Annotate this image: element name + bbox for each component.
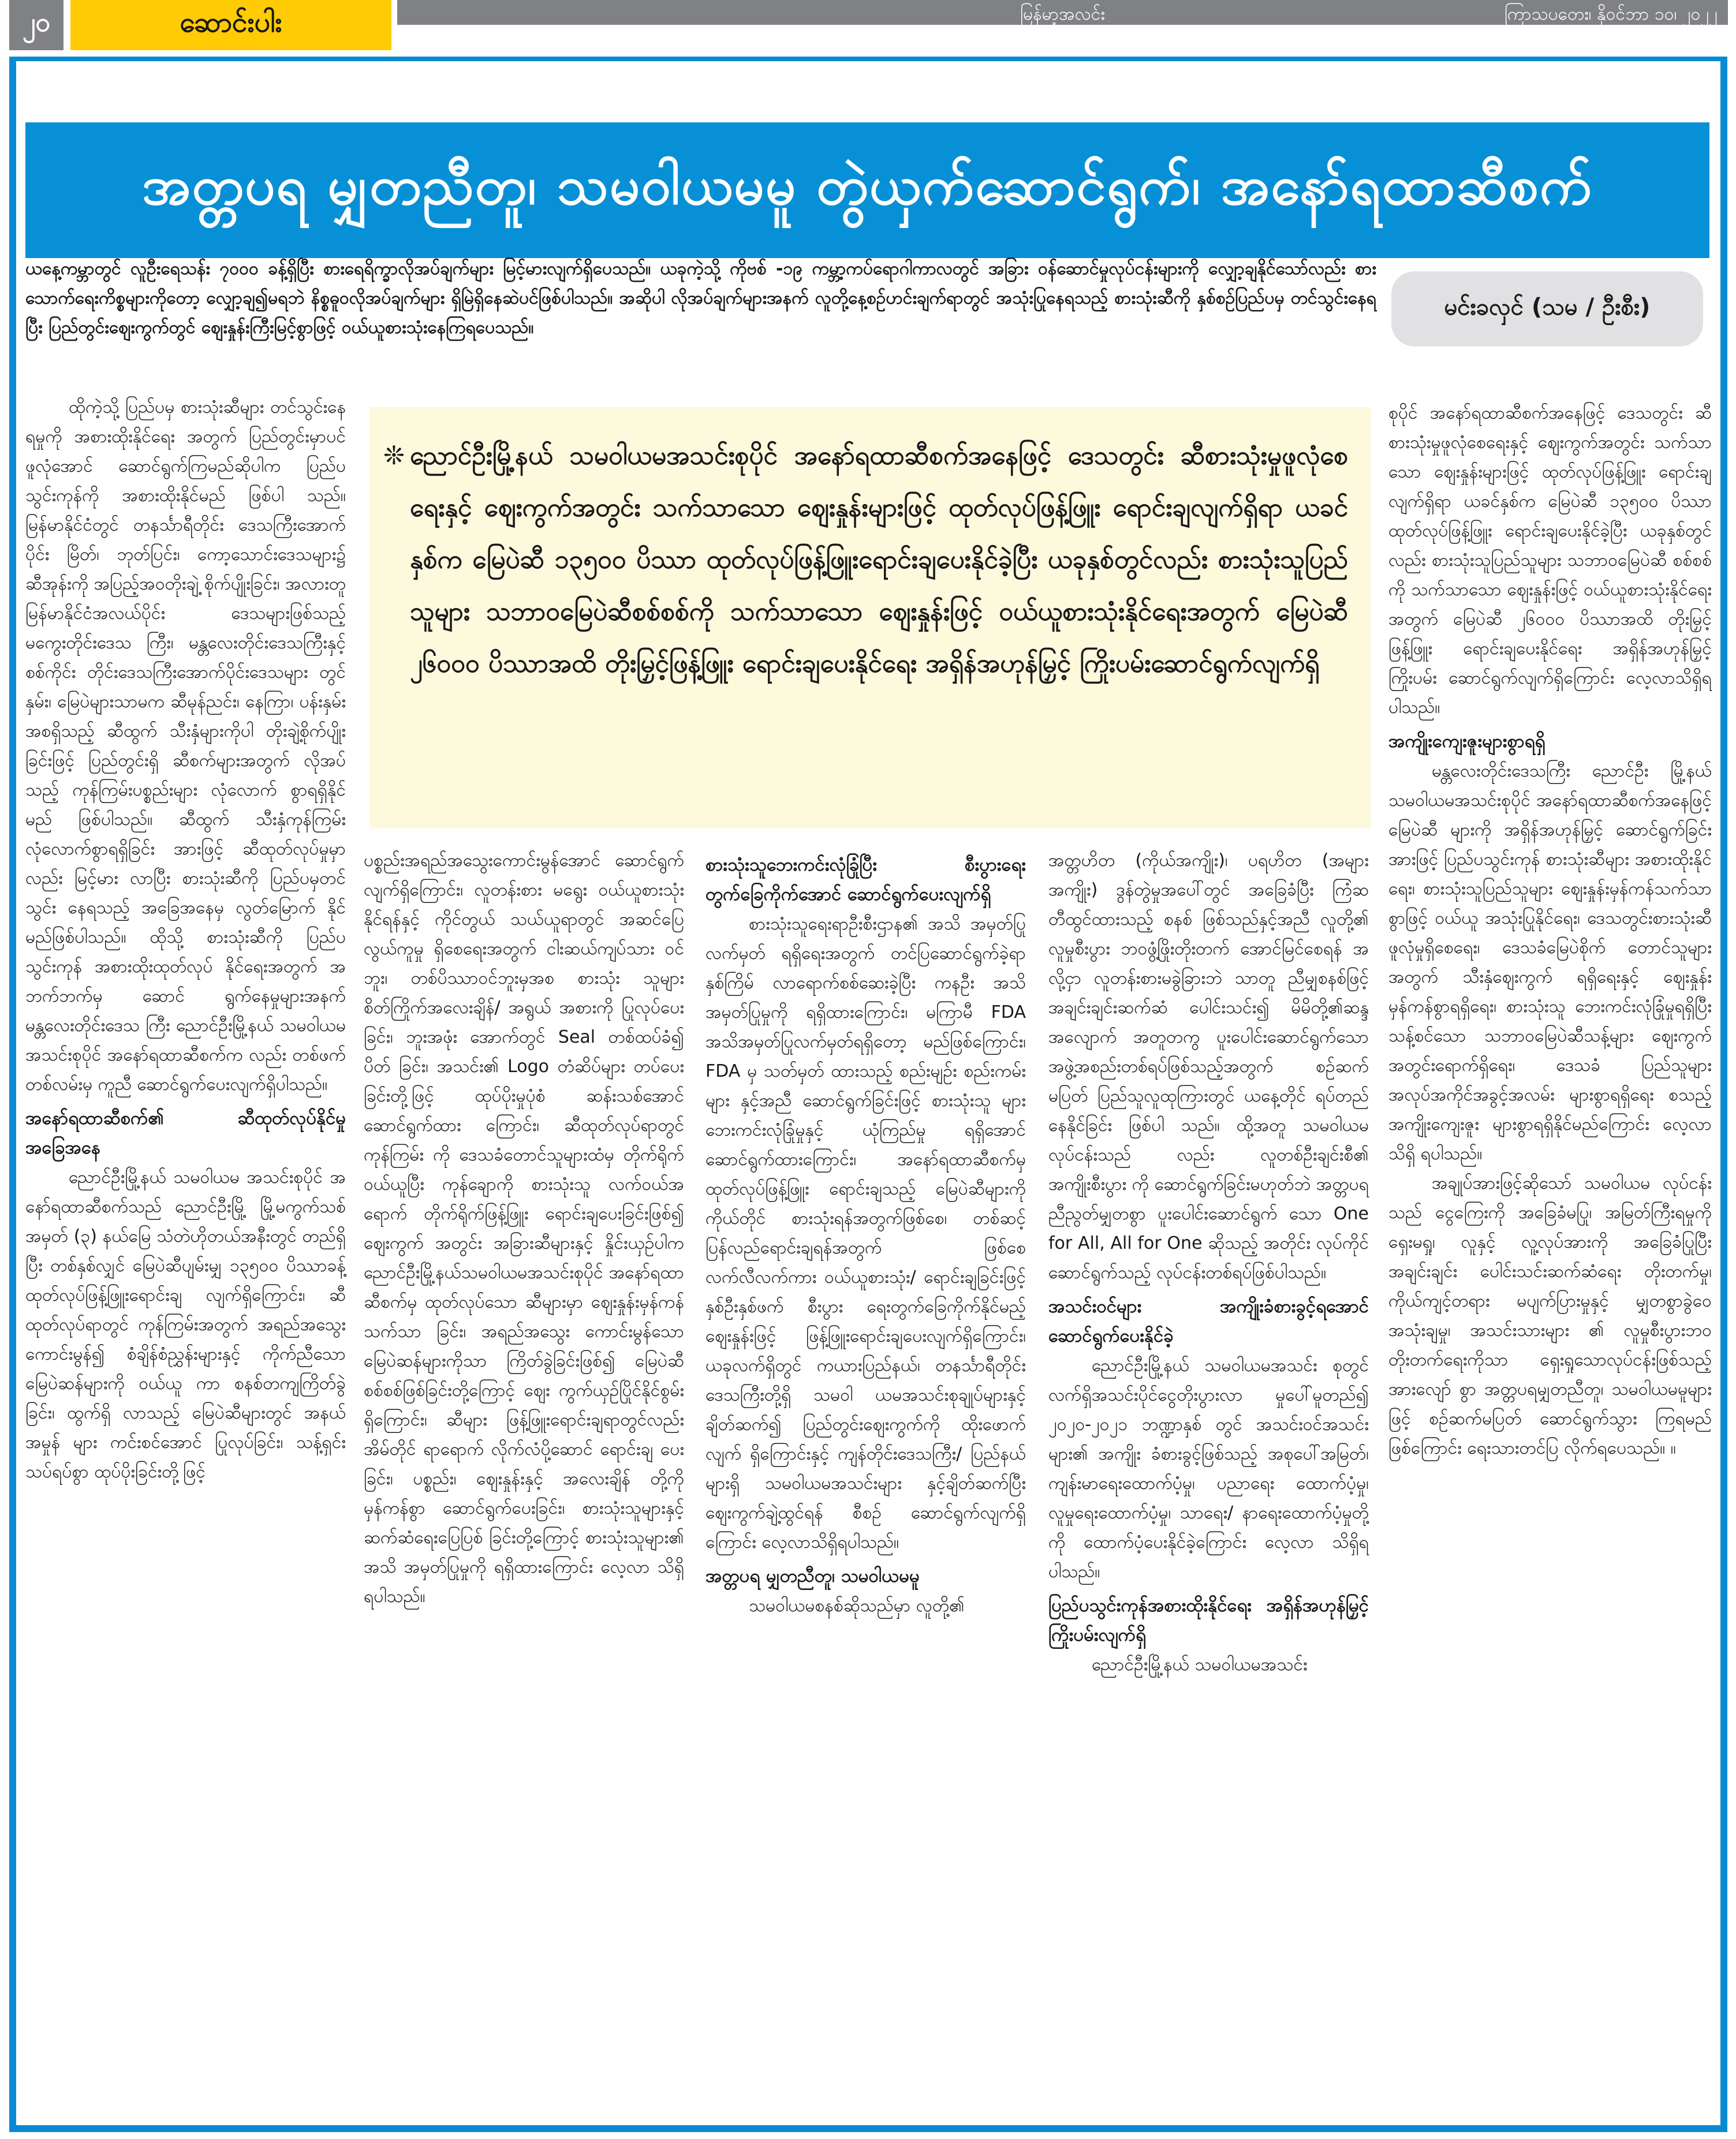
paragraph: စုပိုင် အနော်ရထာဆီစက်အနေဖြင့် ဒေသတွင်း ဆီစားသုံးမှုဖူလုံစေရေးနှင့် ဈေးကွက်အတွင်း သက်သာသော ဈေးနှုန်းများဖြင့် ထုတ်လုပ်ဖြန့်ဖြူး ရောင်းချလျက်ရှိရာ ယခင်နှစ်က မြေပဲဆီ ၁၃၅၀၀ ပိဿာ ထုတ်လုပ်ဖြန့်ဖြူး ရောင်းချပေးနိုင်ခဲ့ပြီး ယခုနှစ်တွင်လည်း စားသုံးသူပြည်သူများ သဘာဝမြေပဲဆီ စစ်စစ်ကို သက်သာသော ဈေးနှုန်းဖြင့် ဝယ်ယူစားသုံးနိုင်ရေးအတွက် မြေပဲဆီ ၂၆၀၀၀ ပိဿာအထိ တိုးမြှင့် ဖြန့်ဖြူး ရောင်းချပေးနိုင်ရေး အရှိန်အဟုန်မြှင့် ကြိုးပမ်း ဆောင်ရွက်လျက်ရှိကြောင်း လေ့လာသိရှိရပါသည်။ <box>1388 403 1712 718</box>
paragraph: အချုပ်အားဖြင့်ဆိုသော် သမဝါယမ လုပ်ငန်းသည် ငွေကြေးကို အခြေခံမပြု၊ အမြတ်ကြီးရမှုကို ရှေးမရှု၊ လူနှင့် လူ့လုပ်အားကို အခြေခံပြုပြီး အချင်းချင်း ပေါင်းသင်းဆက်ဆံရေး တိုးတက်မှု၊ ကိုယ်ကျင့်တရား မပျက်ပြားမှုနှင့် မျှတစွာခွဲဝေအသုံးချမှု၊ အသင်းသားများ ၏ လူမှုစီးပွားဘဝတိုးတက်ရေးကိုသာ ရှေးရှုသောလုပ်ငန်းဖြစ်သည့် အားလျော် စွာ အတ္တပရမျှတညီတူ၊ သမဝါယမမူများ ဖြင့် စဉ်ဆက်မပြတ် ဆောင်ရွက်သွား ကြရမည်ဖြစ်ကြောင်း ရေးသားတင်ပြ လိုက်ရပေသည်။ ။ <box>1388 1173 1712 1458</box>
page-number: ၂၀ <box>9 0 64 50</box>
article-title: အတ္တပရ မျှတညီတူ၊ သမဝါယမမူ တွဲယှက်ဆောင်ရွက်၊ အနော်ရထာဆီစက် <box>25 122 1709 258</box>
subheading: ပြည်ပသွင်းကုန်အစားထိုးနိုင်ရေး အရှိန်အဟုန်မြှင့် ကြိုးပမ်းလျက်ရှိ <box>1048 1595 1369 1645</box>
column-5 <box>1388 398 1712 1463</box>
section-label: ဆောင်းပါး <box>70 0 391 50</box>
subheading: အတ္တပရ မျှတညီတူ၊ သမဝါယမမူ <box>705 1566 920 1586</box>
column-2 <box>364 846 684 1611</box>
asterism-icon: ❊ <box>383 441 405 471</box>
paragraph: မန္တလေးတိုင်းဒေသကြီး ညောင်ဦး မြို့နယ် သမဝါယမအသင်းစုပိုင် အနော်ရထာဆီစက်အနေဖြင့် မြေပဲဆီ များကို အရှိန်အဟုန်မြှင့် ဆောင်ရွက်ခြင်း အားဖြင့် ပြည်ပသွင်းကုန် စားသုံးဆီများ အစားထိုးနိုင်ရေး၊ စားသုံးသူပြည်သူများ ဈေးနှုန်းမှန်ကန်သက်သာစွာဖြင့် ဝယ်ယူ အသုံးပြုနိုင်ရေး၊ ဒေသတွင်းစားသုံးဆီ ဖူလုံမှုရှိစေရေး၊ ဒေသခံမြေပဲစိုက် တောင်သူများအတွက် သီးနှံဈေးကွက် ရရှိရေးနှင့် ဈေးနှုန်းမှန်ကန်စွာရရှိရေး၊ စားသုံးသူ ဘေးကင်းလုံခြုံမှုရရှိပြီး သန့်စင်သော သဘာဝမြေပဲဆီသန့်များ ဈေးကွက်အတွင်းရောက်ရှိရေး၊ ဒေသခံ ပြည်သူများ အလုပ်အကိုင်အခွင့်အလမ်း များစွာရရှိရေး စသည့်အကျိုးကျေးဇူး များစွာရရှိနိုင်မည်ကြောင်း လေ့လာသိရှိ ရပါသည်။ <box>1388 761 1712 1164</box>
paragraph: ပစ္စည်းအရည်အသွေးကောင်းမွန်အောင် ဆောင်ရွက်လျက်ရှိကြောင်း၊ လူတန်းစား မရွေး ဝယ်ယူစားသုံးနိုင်ရန်နှင့် ကိုင်တွယ် သယ်ယူရာတွင် အဆင်ပြေလွယ်ကူမှု ရှိစေရေးအတွက် ငါးဆယ်ကျပ်သား ဝင်ဘူး၊ တစ်ပိဿာဝင်ဘူးမှအစ စားသုံး သူများစိတ်ကြိုက်အလေးချိန်/ အရွယ် အစားကို ပြုလုပ်ပေးခြင်း၊ ဘူးအဖုံး အောက်တွင် Seal တစ်ထပ်ခံ၍ ပိတ် ခြင်း၊ အသင်း၏ Logo တံဆိပ်များ တပ်ပေးခြင်းတို့ဖြင့် ထုပ်ပိုးမှုပုံစံ ဆန်းသစ်အောင် ဆောင်ရွက်ထား ကြောင်း၊ ဆီထုတ်လုပ်ရာတွင် ကုန်ကြမ်း ကို ဒေသခံတောင်သူများထံမှ တိုက်ရိုက် ဝယ်ယူပြီး ကုန်ချောကို စားသုံးသူ လက်ဝယ်အရောက် တိုက်ရိုက်ဖြန့်ဖြူး ရောင်းချပေးခြင်းဖြစ်၍ ဈေးကွက် အတွင်း အခြားဆီများနှင့် နှိုင်းယှဉ်ပါက ညောင်ဦးမြို့နယ်သမဝါယမအသင်းစုပိုင် အနော်ရထာဆီစက်မှ ထုတ်လုပ်သော ဆီများမှာ ဈေးနှုန်းမှန်ကန် သက်သာ ခြင်း၊ အရည်အသွေး ကောင်းမွန်သော မြေပဲဆန်များကိုသာ ကြိတ်ခွဲခြင်းဖြစ်၍ မြေပဲဆီစစ်စစ်ဖြစ်ခြင်းတို့ကြောင့် ဈေး ကွက်ယှဉ်ပြိုင်နိုင်စွမ်းရှိကြောင်း၊ ဆီများ ဖြန့်ဖြူးရောင်းချရာတွင်လည်း အိမ်တိုင် ရာရောက် လိုက်လံပို့ဆောင် ရောင်းချ ပေးခြင်း၊ ပစ္စည်း၊ ဈေးနှုန်းနှင့် အလေးချိန် တို့ကို မှန်ကန်စွာ ဆောင်ရွက်ပေးခြင်း၊ စားသုံးသူများနှင့် ဆက်ဆံရေးပြေပြစ် ခြင်းတို့ကြောင့် စားသုံးသူများ၏ အသိ အမှတ်ပြုမှုကို ရရှိထားကြောင်း လေ့လာ သိရှိရပါသည်။ <box>364 850 684 1607</box>
column-3 <box>705 846 1026 1621</box>
intro-text: ယနေ့ကမ္ဘာတွင် လူဦးရေသန်း ၇၀၀၀ ခန့်ရှိပြီး စားရေရိက္ခာလိုအပ်ချက်များ မြင့်မားလျက်ရှိပေသည်။ ယခုကဲ့သို့ ကိုဗစ် -၁၉ ကမ္ဘာ့ကပ်ရောဂါကာလတွင် အခြား ဝန်ဆောင်မှုလုပ်ငန်းများကို လျှော့ချနိုင်သော်လည်း စားသောက်ရေးကိစ္စများကိုတော့ လျှော့ချ၍မရဘဲ နိစ္စဓူဝလိုအပ်ချက်များ ရှိမြဲရှိနေဆဲပင်ဖြစ်ပါသည်။ အဆိုပါ လိုအပ်ချက်များအနက် လူတို့နေ့စဉ်ဟင်းချက်ရာတွင် အသုံးပြုနေရသည့် စားသုံးဆီကို နှစ်စဉ်ပြည်ပမှ တင်သွင်းနေရပြီး ပြည်တွင်းဈေးကွက်တွင် ဈေးနှုန်းကြီးမြင့်စွာဖြင့် ဝယ်ယူစားသုံးနေကြရပေသည်။ <box>25 259 1376 338</box>
paragraph: အတ္တဟိတ (ကိုယ်အကျိုး)၊ ပရဟိတ (အများအကျိုး) ဒွန်တွဲမှုအပေါ်တွင် အခြေခံပြီး ကြံဆတီထွင်ထားသည့် စနစ် ဖြစ်သည်နှင့်အညီ လူတို့၏ လူမှုစီးပွား ဘဝဖွံ့ဖြိုးတိုးတက် အောင်မြင်စေရန် အလို့ငှာ လူတန်းစားမခွဲခြားဘဲ သာတူ ညီမျှစနစ်ဖြင့် အချင်းချင်းဆက်ဆံ ပေါင်းသင်း၍ မိမိတို့၏ဆန္ဒအလျောက် အတူတကွ ပူးပေါင်းဆောင်ရွက်သော အဖွဲ့အစည်းတစ်ရပ်ဖြစ်သည့်အတွက် စဉ်ဆက်မပြတ် ပြည်သူလူထုကြားတွင် ယနေ့တိုင် ရပ်တည်နေနိုင်ခြင်း ဖြစ်ပါ သည်။ ထို့အတူ သမဝါယမလုပ်ငန်းသည် လည်း လူတစ်ဦးချင်းစီ၏ အကျိုးစီးပွား ကို ဆောင်ရွက်ခြင်းမဟုတ်ဘဲ အတ္တပရ ညီညွတ်မျှတစွာ ပူးပေါင်းဆောင်ရွက် သော One for All, All for One ဆိုသည့် အတိုင်း လုပ်ကိုင်ဆောင်ရွက်သည့် လုပ်ငန်းတစ်ရပ်ဖြစ်ပါသည်။ <box>1048 850 1369 1283</box>
paragraph: ညောင်ဦးမြို့နယ် သမဝါယမအသင်း စုတွင် လက်ရှိအသင်းပိုင်ငွေတိုးပွားလာ မှုပေါ်မူတည်၍ ၂၀၂၀-၂၀၂၁ ဘဏ္ဍာနှစ် တွင် အသင်းဝင်အသင်းများ၏ အကျိုး ခံစားခွင့်ဖြစ်သည့် အစုပေါ်အမြတ်၊ ကျန်းမာရေးထောက်ပံ့မှု၊ ပညာရေး ထောက်ပံ့မှု၊ လူမှုရေးထောက်ပံ့မှု၊ သာရေး/ နာရေးထောက်ပံ့မှုတို့ကို ထောက်ပံ့ပေးနိုင်ခဲ့ကြောင်း လေ့လာ သိရှိရပါသည်။ <box>1048 1356 1369 1582</box>
subheading: စားသုံးသူဘေးကင်းလုံခြုံပြီး စီးပွားရေးတွက်ခြေကိုက်အောင် ဆောင်ရွက်ပေးလျက်ရှိ <box>705 854 1026 905</box>
column-1 <box>25 393 346 2113</box>
masthead-bar <box>397 0 1728 25</box>
byline-badge: မင်းခလှင် (သမ / ဦးစီး) <box>1391 271 1703 346</box>
paragraph: ညောင်ဦးမြို့နယ် သမဝါယမ အသင်းစုပိုင် အနော်ရထာဆီစက်သည် ညောင်ဦးမြို့ မြို့မကွက်သစ် အမှတ် (၃) နယ်မြေ သံတဲဟိုတယ်အနီးတွင် တည်ရှိ ပြီး တစ်နှစ်လျှင် မြေပဲဆီပျမ်းမျှ ၁၃၅၀၀ ပိဿာခန့် ထုတ်လုပ်ဖြန့်ဖြူးရောင်းချ လျက်ရှိကြောင်း၊ ဆီထုတ်လုပ်ရာတွင် ကုန်ကြမ်းအတွက် အရည်အသွေး ကောင်းမွန်၍ စံချိန်စံညွှန်းများနှင့် ကိုက်ညီသော မြေပဲဆန်များကို ဝယ်ယူ ကာ စနစ်တကျကြိတ်ခွဲခြင်း၊ ထွက်ရှိ လာသည့် မြေပဲဆီများတွင် အနယ်အမှုန် များ ကင်းစင်အောင် ပြုလုပ်ခြင်း၊ သန့်ရှင်းသပ်ရပ်စွာ ထုပ်ပိုးခြင်းတို့ဖြင့် <box>25 1167 346 1482</box>
publication-name: မြန်မာ့အလင်း <box>1020 4 1106 24</box>
column-4 <box>1048 846 1369 1679</box>
subheading: အနော်ရထာဆီစက်၏ ဆီထုတ်လုပ်နိုင်မှုအခြေအနေ <box>25 1108 346 1158</box>
pull-quote <box>369 407 1371 828</box>
paragraph: ထိုကဲ့သို့ ပြည်ပမှ စားသုံးဆီများ တင်သွင်းနေရမှုကို အစားထိုးနိုင်ရေး အတွက် ပြည်တွင်းမှာပင် ဖူလုံအောင် ဆောင်ရွက်ကြမည်ဆိုပါက ပြည်ပ သွင်းကုန်ကို အစားထိုးနိုင်မည် ဖြစ်ပါ သည်။ မြန်မာနိုင်ငံတွင် တနင်္သာရီတိုင်း ဒေသကြီးအောက်ပိုင်း မြိတ်၊ ဘုတ်ပြင်း၊ ကော့သောင်းဒေသများ၌ ဆီအုန်းကို အပြည့်အဝတိုးချဲ့ စိုက်ပျိုးခြင်း၊ အလားတူ မြန်မာနိုင်ငံအလယ်ပိုင်း ဒေသများဖြစ်သည့် မကွေးတိုင်းဒေသ ကြီး၊ မန္တလေးတိုင်းဒေသကြီးနှင့် စစ်ကိုင်း တိုင်းဒေသကြီးအောက်ပိုင်းဒေသများ တွင် နှမ်း၊ မြေပဲများသာမက ဆီမုန်ညင်း၊ နေကြာ၊ ပန်းနှမ်းအစရှိသည့် ဆီထွက် သီးနှံများကိုပါ တိုးချဲ့စိုက်ပျိုးခြင်းဖြင့် ပြည်တွင်းရှိ ဆီစက်များအတွက် လိုအပ် သည့် ကုန်ကြမ်းပစ္စည်းများ လုံလောက် စွာရရှိနိုင်မည် ဖြစ်ပါသည်။ ဆီထွက် သီးနှံကုန်ကြမ်း လုံလောက်စွာရရှိခြင်း အားဖြင့် ဆီထုတ်လုပ်မှုမှာလည်း မြင့်မား လာပြီး စားသုံးဆီကို ပြည်ပမှတင်သွင်း နေရသည့် အခြေအနေမှ လွတ်မြောက် နိုင်မည်ဖြစ်ပါသည်။ ထိုသို့ စားသုံးဆီကို ပြည်ပသွင်းကုန် အစားထိုးထုတ်လုပ် နိုင်ရေးအတွက် အဘက်ဘက်မှ ဆောင် ရွက်နေမှုများအနက် မန္တလေးတိုင်းဒေသ ကြီး ညောင်ဦးမြို့နယ် သမဝါယမ အသင်းစုပိုင် အနော်ရထာဆီစက်က လည်း တစ်ဖက်တစ်လမ်းမှ ကူညီ ဆောင်ရွက်ပေးလျက်ရှိပါသည်။ <box>25 397 346 1095</box>
pull-quote-text: ညောင်ဦးမြို့နယ် သမဝါယမအသင်းစုပိုင် အနော်ရထာဆီစက်အနေဖြင့် ဒေသတွင်း ဆီစားသုံးမှုဖူလုံစေရေးနှင့် ဈေးကွက်အတွင်း သက်သာသော ဈေးနှုန်းများဖြင့် ထုတ်လုပ်ဖြန့်ဖြူး ရောင်းချလျက်ရှိရာ ယခင်နှစ်က မြေပဲဆီ ၁၃၅၀၀ ပိဿာ ထုတ်လုပ်ဖြန့်ဖြူးရောင်းချပေးနိုင်ခဲ့ပြီး ယခုနှစ်တွင်လည်း စားသုံးသူပြည်သူများ သဘာဝမြေပဲဆီစစ်စစ်ကို သက်သာသော ဈေးနှုန်းဖြင့် ဝယ်ယူစားသုံးနိုင်ရေးအတွက် မြေပဲဆီ ၂၆၀၀၀ ပိဿာအထိ တိုးမြှင့်ဖြန့်ဖြူး ရောင်းချပေးနိုင်ရေး အရှိန်အဟုန်မြှင့် ကြိုးပမ်းဆောင်ရွက်လျက်ရှိ <box>410 441 1348 678</box>
subheading: အသင်းဝင်များ အကျိုးခံစားခွင့်ရအောင် ဆောင်ရွက်ပေးနိုင်ခဲ့ <box>1048 1296 1369 1346</box>
subheading: အကျိုးကျေးဇူးများစွာရရှိ <box>1388 731 1545 752</box>
paragraph: စားသုံးသူရေးရာဦးစီးဌာန၏ အသိ အမှတ်ပြုလက်မှတ် ရရှိရေးအတွက် တင်ပြဆောင်ရွက်ခဲ့ရာ နှစ်ကြိမ် လာရောက်စစ်ဆေးခဲ့ပြီး ကနဦး အသိ အမှတ်ပြုမှုကို ရရှိထားကြောင်း၊ မကြာမီ FDA အသိအမှတ်ပြုလက်မှတ်ရရှိတော့ မည်ဖြစ်ကြောင်း၊ FDA မှ သတ်မှတ် ထားသည့် စည်းမျဉ်း စည်းကမ်းများ နှင့်အညီ ဆောင်ရွက်ခြင်းဖြင့် စားသုံးသူ များ ဘေးကင်းလုံခြုံမှုနှင့် ယုံကြည်မှု ရရှိအောင် ဆောင်ရွက်ထားကြောင်း၊ အနော်ရထာဆီစက်မှ ထုတ်လုပ်ဖြန့်ဖြူး ရောင်းချသည့် မြေပဲဆီများကို ကိုယ်တိုင် စားသုံးရန်အတွက်ဖြစ်စေ၊ တစ်ဆင့် ပြန်လည်ရောင်းချရန်အတွက် ဖြစ်စေ လက်လီလက်ကား ဝယ်ယူစားသုံး/ ရောင်းချခြင်းဖြင့် နှစ်ဦးနှစ်ဖက် စီးပွား ရေးတွက်ခြေကိုက်နိုင်မည့် ဈေးနှုန်းဖြင့် ဖြန့်ဖြူးရောင်းချပေးလျက်ရှိကြောင်း၊ ယခုလက်ရှိတွင် ကယားပြည်နယ်၊ တနင်္သာရီတိုင်းဒေသကြီးတို့ရှိ သမဝါ ယမအသင်းစုချုပ်များနှင့် ချိတ်ဆက်၍ ပြည်တွင်းဈေးကွက်ကို ထိုးဖောက်လျက် ရှိကြောင်းနှင့် ကျန်တိုင်းဒေသကြီး/ ပြည်နယ်များရှိ သမဝါယမအသင်းများ နှင့်ချိတ်ဆက်ပြီး ဈေးကွက်ချဲ့ထွင်ရန် စီစဉ် ဆောင်ရွက်လျက်ရှိကြောင်း လေ့လာသိရှိရပါသည်။ <box>705 914 1026 1552</box>
paragraph: သမဝါယမစနစ်ဆိုသည်မှာ လူတို့၏ <box>749 1596 965 1616</box>
issue-date: ကြာသပတေး၊ နိုဝင်ဘာ ၁၀၊ ၂၀၂၂ <box>1504 4 1718 24</box>
paragraph: ညောင်ဦးမြို့နယ် သမဝါယမအသင်း <box>1092 1655 1308 1675</box>
